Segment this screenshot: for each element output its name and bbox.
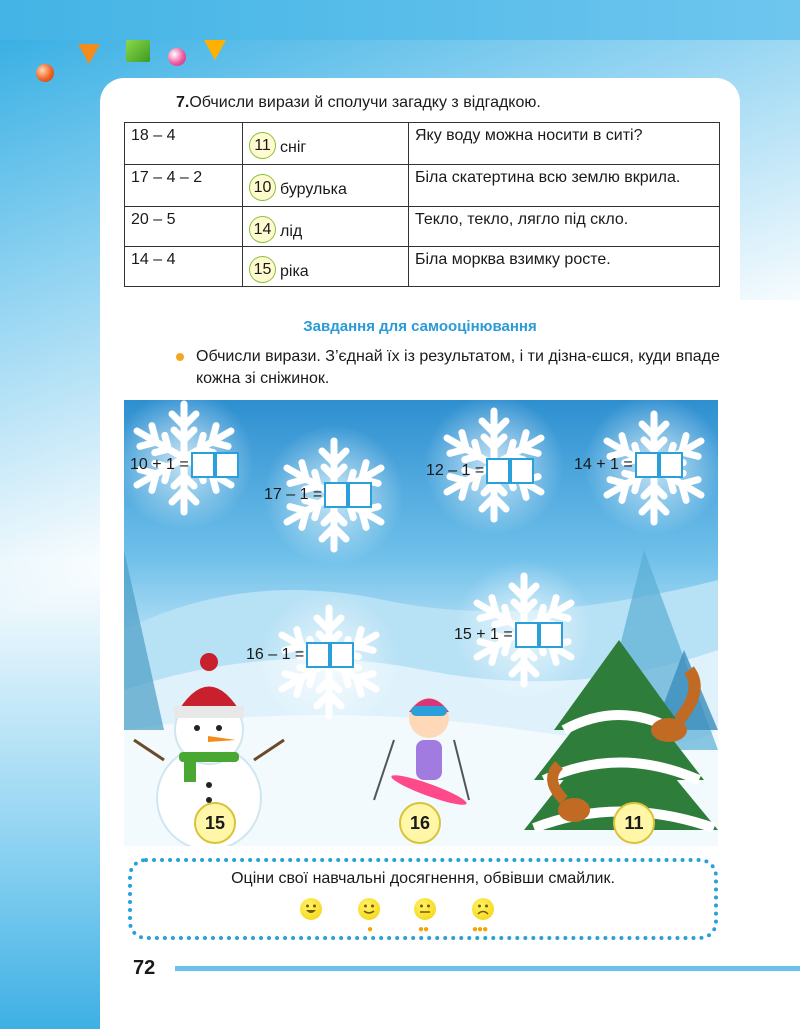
exercise-title [176,94,541,112]
result-circle[interactable]: 14 [249,216,276,243]
answer-box[interactable] [191,452,215,478]
neutral-icon[interactable] [414,898,436,920]
answer-word: ріка [280,263,309,280]
result-circle[interactable]: 10 [249,174,276,201]
result-badge[interactable]: 16 [399,802,441,844]
top-band [0,0,800,40]
page-number: 72 [133,957,156,979]
exercise-number: 7. [176,94,190,111]
expression-text: 16 – 1 = [246,646,305,663]
answer-box[interactable] [510,458,534,484]
answer-box[interactable] [635,452,659,478]
riddle-cell: Текло, текло, лягло під скло. [409,207,720,247]
answer-box[interactable] [515,622,539,648]
riddle-cell: Яку воду можна носити в ситі? [409,123,720,165]
orange-triangle-icon [78,44,100,64]
answer-cell [243,207,409,247]
answer-cell [243,123,409,165]
answer-box[interactable] [215,452,239,478]
expression-cell: 20 – 5 [125,207,243,247]
result-circle[interactable]: 11 [249,132,276,159]
expression-cell: 18 – 4 [125,123,243,165]
yellow-triangle-icon [204,40,226,60]
red-ball-icon [36,64,54,82]
sad-icon[interactable] [472,898,494,920]
happy-icon[interactable] [358,898,380,920]
snowflake-expression [454,622,563,648]
pink-ball-icon [168,48,186,66]
answer-cell [243,165,409,207]
expression-text: 14 + 1 = [574,456,633,473]
table-row [125,165,720,207]
expression-cell: 14 – 4 [125,247,243,287]
three-dots-icon: ●●● [472,924,488,935]
table-row [125,123,720,165]
answer-box[interactable] [539,622,563,648]
answer-box[interactable] [659,452,683,478]
snowflake-expression [426,458,534,484]
answer-box[interactable] [486,458,510,484]
result-circle[interactable]: 15 [249,256,276,283]
winter-picture [124,400,718,846]
table-row [125,247,720,287]
expression-text: 10 + 1 = [130,456,189,473]
evaluation-text: Оціни свої навчальні досягнення, обвівши смайлик. [231,870,615,887]
expression-cell: 17 – 4 – 2 [125,165,243,207]
answer-box[interactable] [324,482,348,508]
snowflake-expression [130,452,239,478]
snowflake-expression [246,642,354,668]
bullet-icon [176,353,184,361]
result-badge[interactable]: 11 [613,802,655,844]
expression-text: 15 + 1 = [454,626,513,643]
green-cube-icon [126,40,150,62]
snowflake-expression [264,482,372,508]
answer-box[interactable] [348,482,372,508]
riddle-cell: Біла скатертина всю землю вкрила. [409,165,720,207]
riddles-table [124,122,720,287]
answer-cell [243,247,409,287]
expression-text: 17 – 1 = [264,486,323,503]
table-row [125,207,720,247]
exercise-text: Обчисли вирази й сполучи загадку з відгадкою. [189,94,541,111]
page-divider [175,966,800,971]
expression-text: 12 – 1 = [426,462,485,479]
answer-word: лід [280,223,303,240]
very-happy-icon[interactable] [300,898,322,920]
self-evaluation-box [128,858,718,940]
answer-word: сніг [280,139,307,156]
one-dot-icon: ● [367,924,373,935]
riddle-cell: Біла морква взимку росте. [409,247,720,287]
two-dots-icon: ●● [418,924,429,935]
answer-word: бурулька [280,181,347,198]
snowflake-expression [574,452,683,478]
self-assessment-title: Завдання для самооцінювання [303,318,537,335]
result-badge[interactable]: 15 [194,802,236,844]
answer-box[interactable] [330,642,354,668]
self-assessment-instruction: Обчисли вирази. З’єднай їх із результатом, і ти дізна-єшся, куди впаде кожна зі сніжинок. [196,348,720,387]
answer-box[interactable] [306,642,330,668]
